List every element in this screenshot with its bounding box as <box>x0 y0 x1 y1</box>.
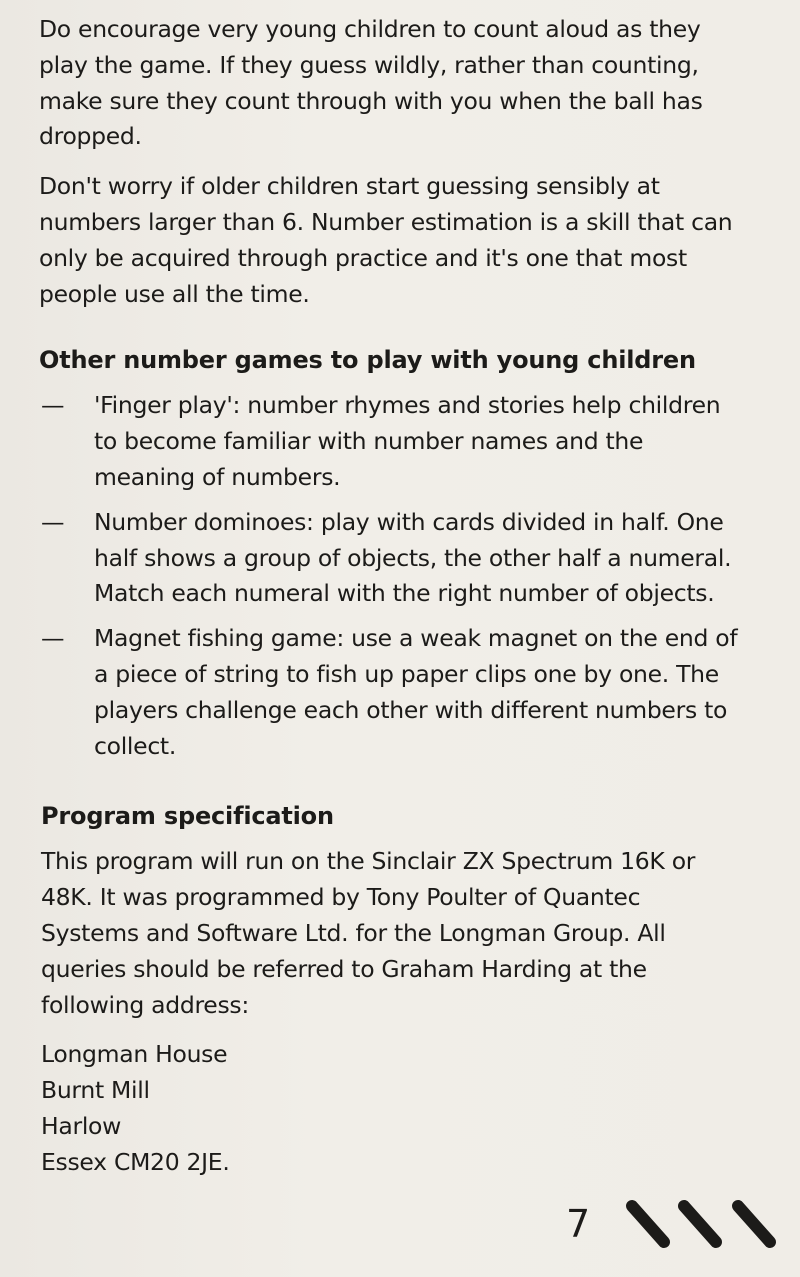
paragraph-number-estimation: Don't worry if older children start guessing sensibly at numbers larger than 6. Number estimation is a skill that can only be acquired through practice and it's one that most people use all the time. <box>39 172 733 308</box>
spec-paragraph: This program will run on the Sinclair ZX Spectrum 16K or 48K. It was programmed by Tony Poulter of Quantec Systems and Software Ltd. for the Longman Group. All queries should be referred to Graham Harding at the following address: <box>41 847 696 1019</box>
spec-heading: Program specification <box>41 802 334 831</box>
games-list <box>39 388 739 764</box>
logo-bar <box>684 1206 716 1242</box>
address-line: Longman House <box>41 1040 228 1069</box>
list-item-text: Magnet fishing game: use a weak magnet on the end of a piece of string to fish up paper clips one by one. The players challenge each other with different numbers to collect. <box>94 624 738 760</box>
address-line: Harlow <box>41 1111 122 1140</box>
page-number: 7 <box>566 1202 591 1246</box>
list-item <box>39 388 739 495</box>
three-diagonal-bars-logo-icon <box>620 1188 790 1258</box>
list-item-text: Number dominoes: play with cards divided in half. One half shows a group of objects, the other half a numeral. Match each numeral with the right number of objects. <box>94 507 732 608</box>
page-text <box>39 12 739 1181</box>
list-item <box>39 505 739 612</box>
logo-bar <box>632 1206 664 1242</box>
dash-bullet: — <box>41 624 65 653</box>
dash-bullet: — <box>41 507 65 536</box>
address-line: Essex CM20 2JE. <box>41 1147 230 1176</box>
list-item-text: 'Finger play': number rhymes and stories help children to become familiar with number names and the meaning of numbers. <box>94 391 721 491</box>
paragraph-counting-aloud: Do encourage very young children to count aloud as they play the game. If they guess wildly, rather than counting, make sure they count through with you when the ball has dropped. <box>39 15 703 151</box>
list-item <box>39 621 739 764</box>
postal-address <box>41 1037 739 1180</box>
logo-bar <box>738 1206 770 1242</box>
games-heading: Other number games to play with young children <box>39 346 696 375</box>
address-line: Burnt Mill <box>41 1076 150 1105</box>
dash-bullet: — <box>41 391 65 420</box>
